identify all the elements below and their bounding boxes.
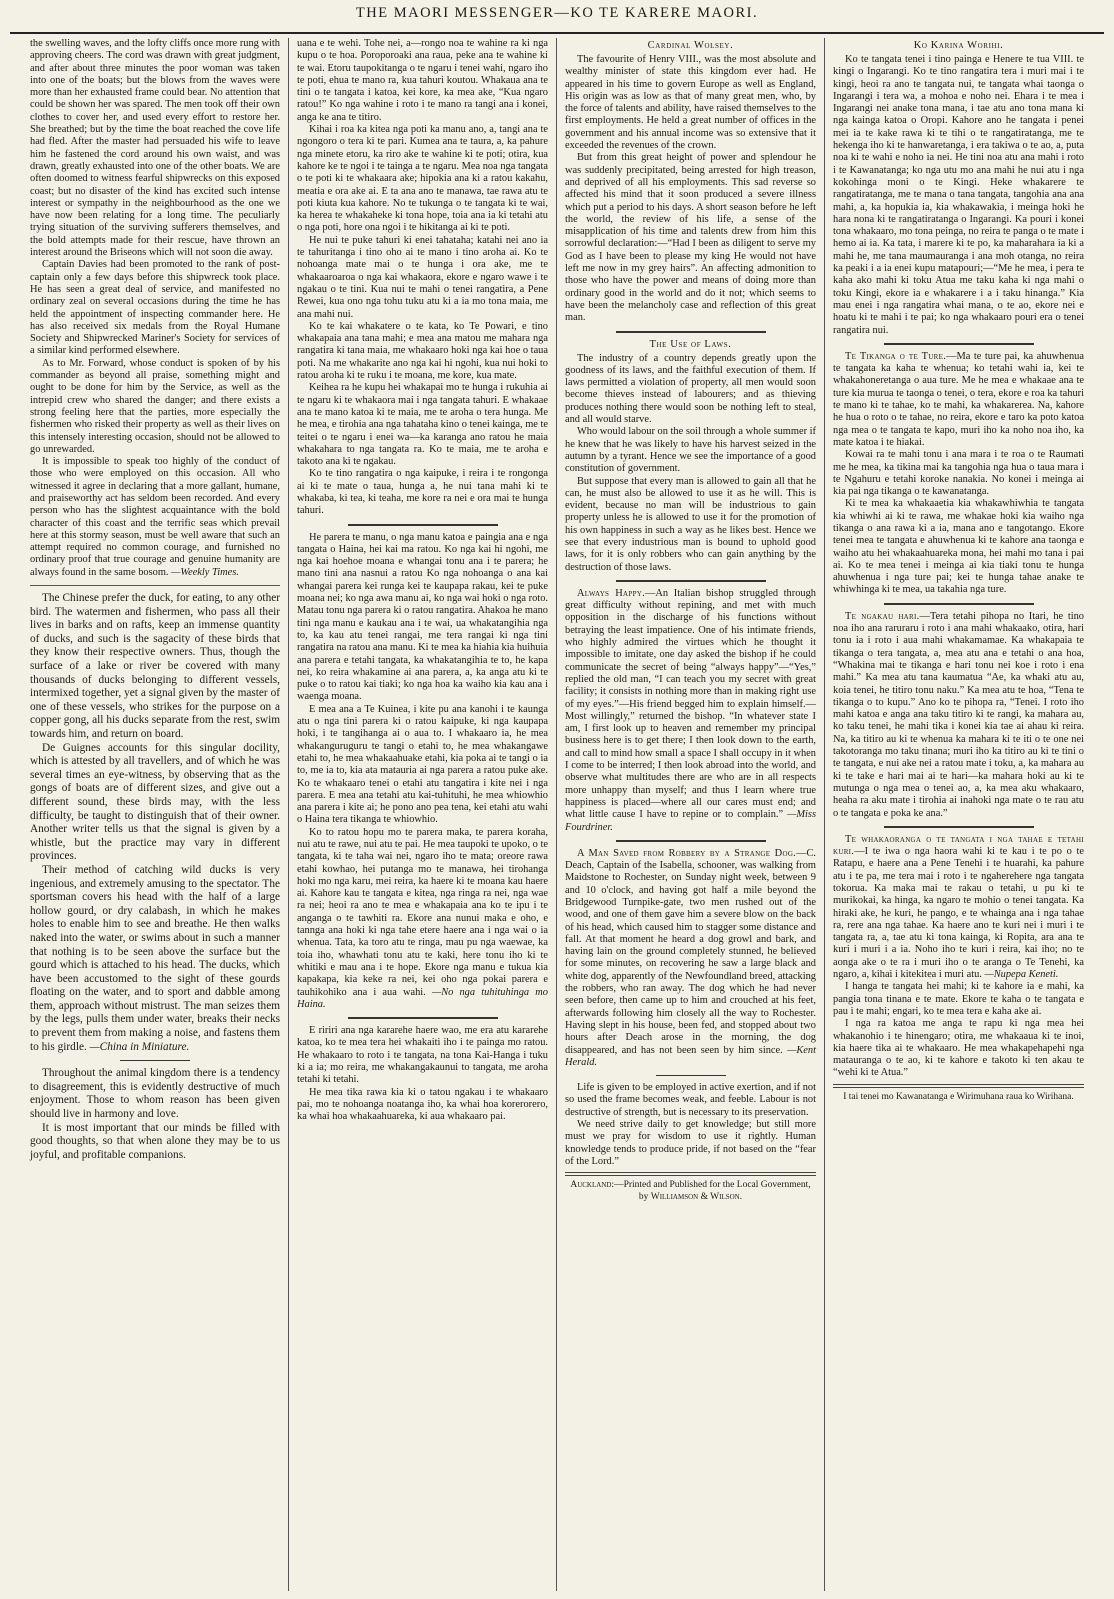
separator — [884, 603, 1034, 605]
separator — [120, 1060, 190, 1061]
source-credit: —China in Miniature. — [89, 1040, 190, 1053]
article-heading: The Use of Laws. — [649, 338, 732, 350]
column-1 — [22, 38, 288, 1591]
column-2 — [288, 38, 556, 1591]
maori-shipwreck-paragraph-1: uana e te wehi. Tohe nei, a—rongo noa te wahine ra ki nga kupu o te hoa. Poroporoaki ana raua, peke ana te wahine ki te wai. Etoru taupokitanga o te ngaru i tenei wahi, ngaro iho te poti, ehua te mano ra, kua tahuri koutou. Whakaua ana te tini o te tangata i katoa, kei kore, ka mea ake, “Kua ngaro ratou!” Ko nga wahine i roto i te mano ra tangi ana i konei, anga ke ana te titiro. — [297, 38, 548, 123]
maori-harmony-paragraph: E ririri ana nga kararehe haere wao, me era atu kararehe katoa, ko te mea tera hei whakaiti iho i te painga mo ratou. He whakaaro to roto i te tangata, na tona Kai-Hanga i tuku ki a ia; mo reira, me whakangakaunui to tangata, me aroha tetahi ki tetahi. — [297, 1025, 548, 1086]
run-in-heading: A Man Saved from Robbery by a Strange Dog. — [577, 847, 797, 859]
run-in-heading: Te ngakau hari. — [845, 610, 920, 622]
separator — [616, 580, 766, 582]
happy-paragraph — [565, 588, 816, 834]
imprint — [565, 1180, 816, 1203]
paragraph-text: —Tera tetahi pihopa no Itari, he tino noa iho ana raruraru i roto i ana mahi whakaako, otira, hari tonu ia i roto i aua mahi whakamamae. Ka whakapaia te tikanga o tera tangata, a, mea atu ana e tetahi o ana hoa, “Whakina mai te tikanga e hari tonu nei koe i roto i ena mahi.” Ka mea atu tana kaumatua “Ae, ka whaki atu au, koia tenei, he titiro tonu naku.” Ka mea atu te hoa, “Tena te tikanga o to kupu.” Ano ko te pihopa ra, “Tenei. I roto iho mahi katoa e anga ana taku titiro ki te rangi, ka mahara au, ko taku tenei, he mahi tika i konei kia tae ai ahau ki reira. Na, ka titiro au ki te whenua ka mahara ki te iti o te one nei takotoranga mo taku tinana; muri iho ka titiro au ki te tini o te tangata, e nui ake nei a ratou mate i toku, a, ka mahara au ki te take e hari mai ai te hari—ka mahara hoki au ki te mutunga o nga mea o tenei ao, a, ka mea aku whakaaro, heaha ra aku mate i tirohia ai inahoki nga mate o te rau atu o te tangata e poka ke ana.” — [833, 610, 1084, 819]
maori-shipwreck-paragraph-3: He nui te puke tahuri ki enei tahataha; katahi nei ano ia te tahuritanga i tino oho ai te mano i tino aroha ai. Ko te nohoanga mate mai o te hunga i ora ake, me te whakaaroaroa o nga kai whakaora, ekore e ngaro wawe i te ngakau o te tini. Kua nui te mahi o tenei rangatira, a Pene Rewei, kua ono nga tohu tuku atu ki a ia mo tona maia, me ana mahi nui. — [297, 234, 548, 320]
separator — [348, 524, 498, 526]
masthead-rule — [10, 32, 1104, 34]
maori-happy-paragraph — [833, 611, 1084, 820]
maori-imprint: I tai tenei mo Kawanatanga e Wirimuhana raua ko Wirihana. — [843, 1091, 1074, 1102]
harmony-paragraph: Throughout the animal kingdom there is a tendency to disagreement, this is evidently destructive of much enjoyment. Those to whom reason has been given should live in harmony and love. — [30, 1067, 280, 1121]
laws-paragraph-1: The industry of a country depends greatly upon the goodness of its laws, and the faithful execution of them. If laws permitted a violation of property, all men would soon become thieves instead of labourers; and as thieving produces nothing there would soon be nothing left to steal, and all would starve. — [565, 352, 816, 426]
maori-shipwreck-paragraph-4: Ko te kai whakatere o te kata, ko Te Powari, e tino whakapaia ana tana mahi; e mea ana matou me mahara nga rangatira ki tana maia, me whakaaro hoki nga kai hoe o taua poti. Na me whakarite ano nga kai hi ngohi, kua nui hoki to ratou aroha ki te ruku i te moana, me kore, kua mate. — [297, 320, 548, 382]
column-3 — [556, 38, 824, 1591]
source-credit: —Kent Herald. — [565, 1044, 816, 1068]
maori-life-paragraph: I hanga te tangata hei mahi; ki te kahore ia e mahi, ka pangia tona tinana e te mate. Ekore te kaha o te tangata e pau i te mahi; engari, ko te mea tera e kaha ake ai. — [833, 981, 1084, 1017]
article-heading: Cardinal Wolsey. — [647, 40, 734, 51]
separator — [616, 840, 766, 842]
shipwreck-paragraph-3: As to Mr. Forward, whose conduct is spoken of by his commander as beyond all praise, something might and ought to be done for him by the Service, as well as the intrepid crew who shared the danger; and there exists a strong feeling here that the parties, more especially the fishermen who risked their property as well as their lives on this intensely interesting occasion, should not be allowed to go unrewarded. — [30, 357, 280, 455]
shipwreck-paragraph-1: the swelling waves, and the lofty cliffs once more rung with approving cheers. The cord was drawn with great judgment, and after about three minutes the poor woman was taken into one of the boats; but the blows from the waves were more than her exhausted frame could bear. No attention that could be shown her was spared. The men took off their own clothes to cover her, and used every effort to restore her. She breathed; but by the time the boat reached the cove life had fled. After the master had persuaded his wife to leave him he fastened the cord around his own waist, and was drawn, greatly exhausted into one of the other boats. We are often doomed to witness fearful shipwrecks on this exposed coast; but no disaster of the kind has excited such intense interest or sympathy in the neighbourhood as the one we have now been relating for a long time. The peculiarly trying situation of the surviving sufferers themselves, and the bold attempts made for their rescue, have thrown an interest around the Briseons which will not soon die away. — [30, 38, 280, 259]
maori-knowledge-paragraph: I nga ra katoa me anga te rapu ki nga mea hei whakanohio i te hinengaro; otira, me whakaaua ki te inoi, kia haere tika ai te whakaaro. He mea whakapehapehi nga matauranga o te ao, ki te kahore e takoto ki ten akau te “wehi ki te Atua.” — [833, 1018, 1084, 1079]
separator — [348, 1017, 498, 1019]
laws-paragraph-3: But suppose that every man is allowed to gain all that he can, he must also be allowed to use it as he will. This is evident, because no man will be industrious to gain property unless he is allowed to use it for the promotion of his own happiness in such a way as he likes best. Hence we see that every industrious man is bound to uphold good laws, for it is only robbers who can gain anything by the destruction of those laws. — [565, 475, 816, 573]
knowledge-paragraph: We need strive daily to get knowledge; but still more must we pray for wisdom to use it rightly. Human knowledge tends to produce pride, if not based on the “fear of the Lord.” — [565, 1119, 816, 1167]
run-in-heading: Always Happy. — [577, 587, 646, 599]
source-credit: —Weekly Times. — [171, 566, 239, 578]
separator — [884, 826, 1034, 828]
source-credit: —No nga tuhituhinga mo Haina. — [297, 986, 548, 1010]
source-credit: —Nupepa Keneti. — [984, 969, 1059, 981]
masthead-title: THE MAORI MESSENGER—KO TE KARERE MAORI. — [355, 5, 759, 21]
maori-laws-paragraph-3: Ki te mea ka whakaaetia kia whakawhiwhia te tangata kia whiwhi ai ki te rawa, me whakae hoki kia waiho nga tikanga o ana rawa ki a ia, mana ano e tangotango. Ekore tenei mea te tangata e ahuwhenua ki te kahore ana taonga e waiho atu hei whakaahuareka mona, hei mahi mo tana i pai ai. Ko te mea tenei i meinga ai kia tiaki tonu te hunga ahuwhenua i nga ture pai; kei te hunga tahae anake te whiwhinga ki te mea, ua takahia nga ture. — [833, 498, 1084, 596]
columns — [22, 38, 1092, 1591]
laws-paragraph-2: Who would labour on the soil through a whole summer if he knew that he was likely to have his harvest seized in the autumn by a tyrant. Hence we see the importance of a good constitution of government. — [565, 426, 816, 475]
ducks-paragraph-3 — [30, 864, 280, 1054]
paragraph-text: Ko to ratou hopu mo te parera maka, te parera koraha, nui atu te rawe, nui atu te pai. He mea taupoki te upoko, o te tangata, ki te taha wai nei, ngaro iho te mata; oreore rawa etahi kowhao, hei putanga mo te manawa, hei tirohanga hoki mo nga karu, mei reira, ka haere ki te moana kau haere ai. Kahore kau te tangata e kitea, nga ringa ra nei, nga wae ra nei; heoi ra ano te mea e whakapaia ana ko te ipu i te anganga o te tawhiti ra. Ekore ana nunui maka e oho, e tannga ana hoki ki nga tahe etere haere ana i nga wai o ia whenua. Tata, ka toro atu te ringa, mau pu nga waewae, ka toia iho, whawhati tonu atu te kaki, here tonu iho ki te whitiki e mau ana i te hope. Ekore nga manu e tukua kia kapakapa, kia keke ra nei, kei oho nga pokai parera e tauhikohiko ana i aua wahi. — [297, 826, 548, 998]
paragraph-text: —Ma te ture pai, ka ahuwhenua te tangata ka kaha te whenua; ko tetahi wahi ia, kei te whakahoneretanga o aua ture. Me he mea e whakaae ana te ture kia murua te taonga o tenei, o tera, ekore e roa ka tahuri te mano ki te tahae, ko te mahi, ka whakarerea. Na, kahore he hua o roto o te tahae, no reira, ekore e taro ka poto katoa nga mea o te tangata te kapo, muri iho ka noho noa iho, ka mate katoa i te hiakai. — [833, 350, 1084, 448]
wolsey-paragraph-2: But from this great height of power and splendour he was suddenly precipitated, being arrested for high treason, and deprived of all his employments. This sad reverse so affected his mind that it soon produced a severe illness which put a period to his days. A short season before he left the world, the review of his life, a sense of the misapplication of his time and talents drew from him this sorrowful declaration:—“Had I been as diligent to serve my God as I have been to please my king He would not have left me now in my grey hairs”. An affecting admonition to those who have the power and means of doing more than ordinary good in the world and do it not; which seems to have been the melancholy case and reflection of this great man. — [565, 152, 816, 324]
column-4 — [824, 38, 1092, 1591]
article-heading: Ko Karina Worihi. — [913, 40, 1004, 51]
imprint-printers: Williamson & Wilson. — [650, 1191, 743, 1202]
maori-ducks-paragraph-3 — [297, 827, 548, 1011]
maori-ducks-paragraph-1: He parera te manu, o nga manu katoa e paingia ana e nga tangata o Haina, hei kai ma ratou. Ko nga kai hi ngohi, me nga kai hoehoe moana e whangai tonu ana i te parera; he mano tini ana nasnui a ratou Ko nga nohoanga o ana kai whangai parera kei runga kei te kaupapa rakau, kei te puke moana nei; ko nga awa manu ai, ko nga wai hoki o nga roto. Matau tonu nga parera ki o ratou rangatira. Ahakoa he mano tini nga manu e kaukau ana i te wai, ua whakatangihia nga to, ka kau atu tenei rangai, me tera rangai ki nga tini rangatira na ratou ana manu. Ki te mea ka hiahia kia huihuia ana parera e tetahi tangata, ka whakatangihia te to, he kapa nei, ko reira whakamine ai ana parera, a, ka anga atu ki te puke o to ratou kai tiaki; ko nga hoa ka waiho kia kau ana i waenga moana. — [297, 531, 549, 703]
dog-paragraph — [565, 848, 816, 1069]
maori-shipwreck-paragraph-2: Kihai i roa ka kitea nga poti ka manu ano, a, tangi ana te ngongoro o tera ki te pari. Kumea ana te taura, a, ka pahure nga minete etoru, ka riro ake te wahine ki te poti; otira, kua kahore ke te ngoi i te tainga a te ngaru. Mea noa nga tangata o te poti ki te whakaara ake; hipokia ana ki a ratou kakahu, meatia e ora ake ai. E ta ana ano te manawa, tae rawa atu te poti kiuta kua kahore. No te tukunga o te tangata ki te wai, ka herea te whakaheke ki tona hope, toia ana ia ki tetahi atu o nga poti, hore ona ngoi i te hikitanga ai ki te poti. — [297, 124, 548, 234]
maori-shipwreck-paragraph-5: Keihea ra he kupu hei whakapai mo te hunga i rukuhia ai te ngaru ki te whakaora mai i nga tangata tahuri. E whakaae ana te mano katoa ki te maia, me te aroha o tera hunga. Me he mea, e tirohia ana nga tahataha kino o tenei kainga, me te teitei o te ngaru i enei wa—ka karanga ano ratou he maia whakahara to nga tangata ra. Ko te maia, me te aroha e takoto ana ki te ngakau. — [297, 382, 548, 468]
source-credit: —Miss Fourdriner. — [565, 809, 816, 833]
maori-shipwreck-paragraph-6: Ko te tino rangatira o nga kaipuke, i reira i te rongonga ai ki te mate o taua, hunga a, he nui tana mahi ki te whakaba, ki tea, ki teaha, me kore ra nei e ora mai te hunga tahuri. — [297, 468, 548, 517]
paragraph-text: Their method of catching wild ducks is very ingenious, and extremely amusing to the spectator. The sportsman covers his head with the half of a large hollow gourd, or dry calabash, in which he makes holes to enable him to see and breathe. He then walks naked into the water, or swims about in such a manner that nothing is to be seen above the surface but the gourd which is attached to his head. The ducks, which have been accustomed to the sight of these gourds floating on the water, and to sport and dabble among them, approach without mistrust. The man seizes them by the legs, pulls them under water, breaks their necks to prevent them from making a noise, and fastens them to his girdle. — [30, 863, 280, 1053]
separator — [656, 1075, 726, 1076]
paragraph-text: —I te iwa o nga haora wahi ki te kau i te po o te Ratapu, e haere ana a Pene Tenehi i te huarahi, ka pahure atu i te pa, me tera mai i roto i te ngaherehere nga tangata tokorua. Ka maka mai te rakau o tetahi, u pu ki te murikokai, ka hinga, ka ngaro te mohio o tenei tangata. Ka hiraki ake, he kuri, he pango, e te whainga ana i nga tahae ra, rere ana nga tahae. Ka haere ano te kuri nei i muri i te tangata ra, a, tae atu ki tona kainga, ki Ropita, ara ana te kuri i muri i a ia. Noho iho te kuri i reira, kai iho; no te aonga ake o te ra i muri iho o te aranga o Te Tenehi, ka ngaro, a, kihai i kitekitea i muri atu. — [833, 846, 1084, 981]
imprint-rule — [833, 1084, 1084, 1088]
imprint-place: Auckland: — [570, 1180, 615, 1191]
maori-thoughts-paragraph: He mea tika rawa kia ki o tatou ngakau i te whakaaro pai, mo te nohoanga noatanga iho, ka whai hoa korerorero, ka whai hoa whakaahuareka, ki aua whakaaro pai. — [297, 1086, 548, 1123]
separator — [30, 585, 280, 586]
wolsey-paragraph-1: The favourite of Henry VIII., was the most absolute and wealthy minister of state this kingdom ever had. He appeared in his time to govern Europe as well as England, His origin was as low as that of many great men, who, by the force of talents and ability, have raised themselves to the first employments. He held a great number of offices in the government and his annual income was so extensive that it exceeded the revenues of the crown. — [565, 54, 816, 152]
maori-wolsey-paragraph: Ko te tangata tenei i tino painga e Henere te tua VIII. te kingi o Ingarangi. Ko te tino rangatira tera i muri mai i te kingi, heoi ra ano te tangata nui, te tangata whai taonga o Ingarangi i tera wa, a mohoa e noho nei. Ehara i te mea i Ingarangi nei anake tona mana, i tae atu ano tona mana ki nga kainga katoa o Oropi. Kahore ano he tangata i penei mei ia te kake rawa ki te tihi o te rangatiratanga, me te hekenga iho ki te hanwaretanga, i era takiwa o te ao, a, puta noa ki te wahi e noho ia nei. He tini noa atu ana mahi i roto i te Kawanatanga; ko nga utu mo ana mahi he nui atu i nga kokohinga moni o te Kingi. Heke whakarere te rangatiratanga, me te mana o tana tangata, tangohia ana ana mahi, a, ka hopukia ia, kia whakawakia, i meinga hoki he hara nona ki te rangatiratanga o Ingarangi. Ka pouri i konei tona whakaaro, mo tona peinga, no reira te panga o te mate i hemo ai ia. Ka tata, i marere ki te po, ka maharahara ia ki a mahi he, me tana maumauranga i ana moh otanga, no reira ka peaki i a ia enei kupu matapouri;—“Me he mea, i pera te kaha ako mahi ki toku Atua me taku kaha ki nga mahi o toku Kingi, ekore ia e whakarere i a i taku hinanga.” Kia mau enei i nga rangatira whai mana, o te ao, ekore nei e hoatu ki te mahi i te pai; ko nga whakaaro pouri era o tenei rangatira nui. — [833, 54, 1085, 336]
separator — [616, 331, 766, 333]
imprint-text: —Printed and Published for the Local Government, by — [614, 1180, 811, 1202]
run-in-heading: Te whakaoranga o te tangata i nga tahae e tetahi kuri. — [833, 833, 1084, 858]
ducks-paragraph-2: De Guignes accounts for this singular docility, which is attested by all travellers, and of which he was several times an eye-witness, by observing that as the gongs of boats are of different sizes, and give out a different sound, these birds may, with the less difficulty, be taught to distinguish that of their owner. Another writer tells us that the signal is given by a whistle, but the practice may vary in different provinces. — [30, 741, 280, 863]
separator — [884, 343, 1034, 345]
paragraph-text: —An Italian bishop struggled through great difficulty without repining, and met with much opposition in the discharge of his functions without betraying the least impatience. One of his intimate friends, who highly admired the virtues which he thought it impossible to imitate, one day asked the bishop if he could communicate the secret of being “always happy”—“Yes,” replied the old man, “I can teach you my secret with great facility; it consists in nothing more than in making right use of my eyes.”—His friend begged him to explain himself.—Most willingly,” returned the bishop. “In whatever state I am, I first look up to heaven and remember my principal business here is to get there; I then look down to the earth, and call to mind how small a space I shall occupy in it when I come to be interred; I then look abroad into the world, and observe what multitudes there are who are in all respects more unhappy than myself; and thus I learn where true happiness is placed—where all our cares must end; and what little cause I have to repine or to complain.” — [565, 587, 816, 821]
maori-dog-paragraph — [833, 834, 1084, 982]
paragraph-text: —C. Deach, Captain of the Isabella, schooner, was walking from Maidstone to Rochester, on Sunday night week, between 9 and 10 o'clock, and having got half a mile beyond the Bridgewood Turnpike-gate, two men rushed out of the wood, and one of them gave him a severe blow on the back of his head, which caused him to stagger some distance and fall. At that moment he heard a dog growl and bark, and having lain on the ground completely stunned, he believed for some minutes, on recovering he saw a large black and white dog, apparently of the Newfoundland breed, attacking the robbers, who ran away. The dog which he had never seen before, then came up to him and crouched at his feet, afterwards following him closely all the way to Rochester. Having slept in his house, been fed, and stopped about two hours after Deach arose in the morning, the dog disappeared, and has not been seen by him since. — [565, 847, 816, 1056]
ducks-paragraph-1: The Chinese prefer the duck, for eating, to any other bird. The watermen and fishermen, who pass all their lives in barks and on rafts, keep an immense quantity of ducks, and such is the sagacity of these birds that they know their respective owners. Thus, though the surface of a lake or river be covered with many thousands of ducks belonging to different vessels, intermixed together, yet a signal given by the master of one of these vessels, who strikes for the purpose on a copper gong, all his ducks separate from the rest, swim towards him, and return on board. — [30, 592, 280, 740]
shipwreck-paragraph-2: Captain Davies had been promoted to the rank of post-captain only a few days before this shipwreck took place. He has seen a great deal of service, and manifested no ordinary zeal on several occasions during the time he has held the appointment of inspecting commander here. He has also received six medals from the Royal Humane Society and Shipwrecked Mariner's Society for services of a similar kind performed elsewhere. — [30, 259, 280, 357]
imprint-rule — [565, 1172, 816, 1176]
maori-laws-paragraph-2: Kowai ra te mahi tonu i ana mara i te roa o te Raumati me he mea, ka tikina mai ka tangohia nga hua o taua mara i te Ngahuru e tetahi koroke nanakia. No konei i meinga ai kia pai nga tikanga o te kawanatanga. — [833, 449, 1084, 498]
maori-laws-paragraph-1 — [833, 351, 1084, 449]
life-paragraph: Life is given to be employed in active exertion, and if not so used the frame becomes weak, and feeble. Labour is not destructive of strength, but is necessary to its preservation. — [565, 1082, 816, 1118]
maori-ducks-paragraph-2: E mea ana a Te Kuinea, i kite pu ana kanohi i te kaunga atu o nga tini parera ki o ratou kaipuke, ki nga kaupapa hoki, i te tangihanga ai o aua to. I whakaaro ia, he mea whakanguruguru te tangi o etahi to, he mea whakangawe etahi to, he mea whakaahuake etahi, kia poka ai te tangi o ia to, me ia to, kia ata matauria ai nga parera a ratou puke ake. Ko te whakaaro tenei o etahi atu tangatira i kite nei i nga parera. E mea ana tetahi atu kai-tuhituhi, he mea whiowhio ana parera i kite ai; he pono ano pea tena, kei etahi atu wahi o Haina tera tikanga te whiowhio. — [297, 703, 548, 826]
shipwreck-paragraph-4 — [30, 456, 280, 579]
paragraph-text: It is impossible to speak too highly of the conduct of those who were employed on this occasion. All who witnessed it agree in declaring that a more gallant, humane, and praiseworthy act has seldom been recorded. And every person who has the slightest acquaintance with the bold character of this coast and the terrific seas which prevail here at this stormy season, must be well aware that such an attempt required no common courage, and furnished no ordinary proof that true courage and genuine humanity are always found in the same bosom. — [30, 456, 280, 578]
thoughts-paragraph: It is most important that our minds be filled with good thoughts, so that when alone they may be to us joyful, and profitable companions. — [30, 1121, 280, 1161]
run-in-heading: Te Tikanga o te Ture. — [845, 350, 947, 362]
